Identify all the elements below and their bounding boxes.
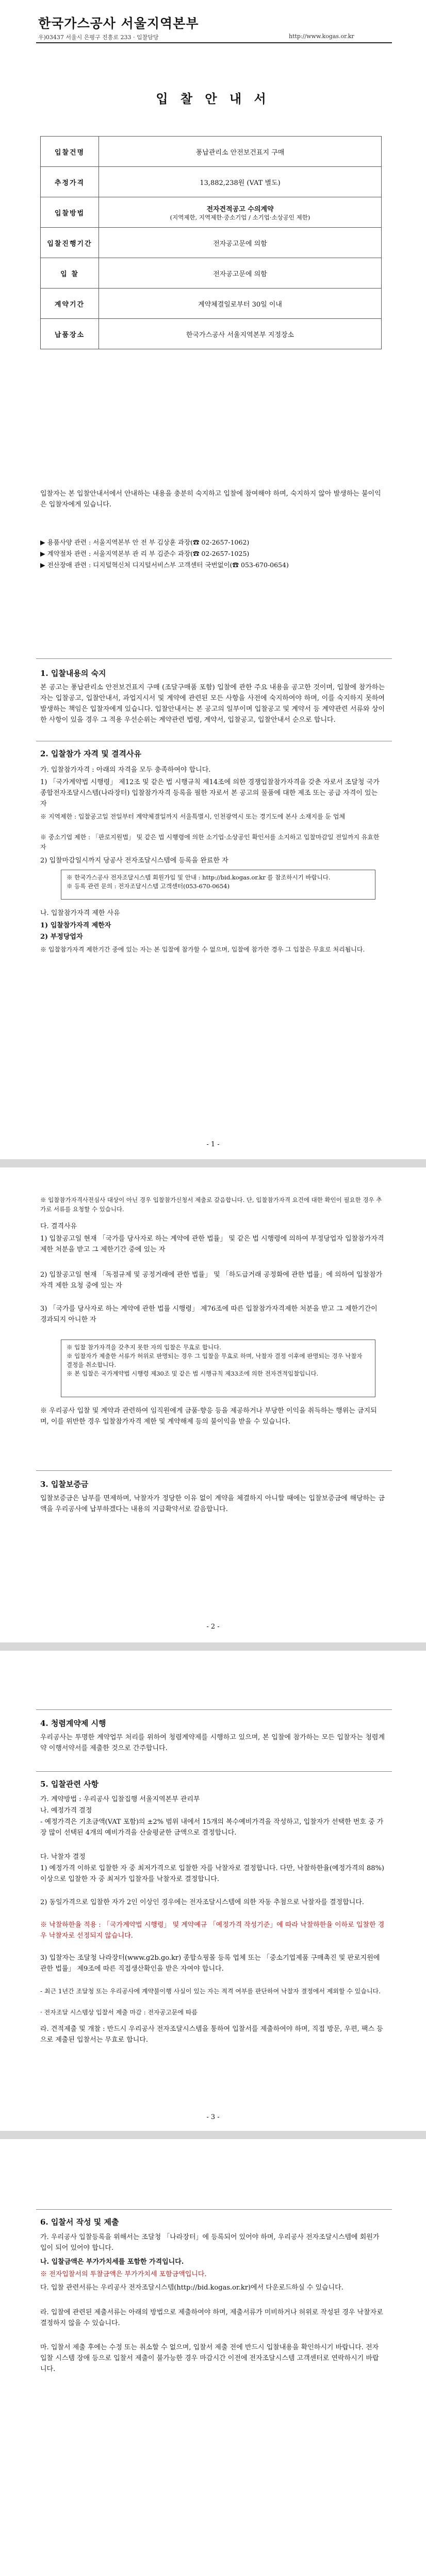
section-4-body: 우리공사는 투명한 계약업무 처리를 위하여 청렴계약제를 시행하고 있으며, 본 입찰에 참가하는 모든 입찰자는 청렴계약 이행서약서를 제출한 것으로 간주합니다. xyxy=(40,1734,385,1752)
section-4-title: 4. 청렴계약제 시행 xyxy=(40,1719,106,1728)
precheck-note: ※ 입찰참가자격사전심사 대상이 아닌 경우 입찰참가신청서 제출로 갈음합니다. 단, 입찰참가자격 요건에 대한 확인이 필요한 경우 추가로 서류를 요청할 수 있습니다. xyxy=(40,1196,382,1213)
restriction-note: ※ 입찰참가자격 제한기간 중에 있는 자는 본 입찰에 참가할 수 없으며, 입찰에 참가한 경우 그 입찰은 무효로 처리됩니다. xyxy=(40,946,365,953)
contact-item: ▶ 전산장애 관련 : 디지털혁신처 디지털서비스부 고객센터 국번없이(☎ 053-670-0654) xyxy=(40,561,289,569)
page-separator xyxy=(0,1642,426,1651)
contact-item: ▶ 계약절차 관련 : 서울지역본부 관 리 부 김준수 과장(☎ 02-2657-1025) xyxy=(40,550,250,557)
award-heading: 다. 낙찰자 결정 xyxy=(40,1853,86,1861)
bid-registration: 가. 우리공사 입찰등록을 위해서는 조달청 「나라장터」에 등록되어 있어야 하며, 우리공사 전자조달시스템에 회원가입이 되어 있어야 합니다. xyxy=(40,2233,380,2252)
table-row xyxy=(41,289,382,319)
page-number: - 2 - xyxy=(206,1623,220,1631)
restriction-2: 2) 부정당업자 xyxy=(40,933,83,941)
row-value: 전자공고문에 의함 xyxy=(99,228,382,258)
row-label: 입 찰 xyxy=(41,258,99,289)
page-separator xyxy=(0,1159,426,1167)
row-value: 풍납관리소 안전보건표지 구매 xyxy=(99,137,382,167)
lower-limit-note: ※ 낙찰하한율 적용 : 「국가계약법 시행령」 및 계약예규 「예정가격 작성기준」에 따라 낙찰하한율 이하로 입찰한 경우 낙찰자로 선정되지 않습니다. xyxy=(40,1921,385,1940)
section-1-body: 본 공고는 풍납관리소 안전보건표지 구매 (조달구매품 포함) 입찰에 관한 주요 내용을 공고한 것이며, 입찰에 참가하는 자는 입찰공고, 입찰안내서, 과업지시서 및 계약에 관련된 모든 사항을 사전에 숙지하여야 하며, 이를 숙지하지 못하여 발생하는 책임은 입찰자에게 있습니다. 입찰안내서는 본 공고의 일부이며 입찰공고 및 계약서 등 계약관련 서류와 상이한 사항이 있을 경우 그 적용 우선순위는 계약관련 법령, 계약서, 입찰공고, 입찰안내서 순으로 합니다. xyxy=(40,684,385,724)
row-value: 13,882,238원 (VAT 별도) xyxy=(99,167,382,197)
disqualification-2: 2) 입찰공고일 현재 「독점규제 및 공정거래에 관한 법률」 및 「하도급거래 공정화에 관한 법률」에 의하여 입찰참가자격 제한 요청 중에 있는 자 xyxy=(40,1271,383,1290)
header-divider xyxy=(36,42,392,43)
section-divider xyxy=(36,658,392,659)
contact-item: ▶ 용품사양 관련 : 서울지역본부 안 전 부 김상훈 과장(☎ 02-2657-1062) xyxy=(40,538,250,546)
table-row xyxy=(41,319,382,349)
award-3: 3) 입찰자는 조달청 나라장터(www.g2b.go.kr) 종합쇼핑몰 등록 업체 또는 「중소기업제품 구매촉진 및 판로지원에 관한 법률」 제9조에 따른 직접생산확인을 받은 자여야 합니다. xyxy=(40,1954,380,1973)
contract-method: 가. 계약방법 : 우리공사 입찰집행 서울지역본부 관리부 xyxy=(40,1795,200,1803)
disqualification-3: 3) 「국가를 당사자로 하는 계약에 관한 법률 시행령」 제76조에 따른 입찰참가자격제한 처분을 받고 그 제한기간이 경과되지 아니한 자 xyxy=(40,1305,378,1324)
row-value xyxy=(99,197,382,228)
page-number: - 1 - xyxy=(206,1141,220,1148)
row-value: 계약체결일로부터 30일 이내 xyxy=(99,289,382,319)
row-label: 입찰진행기간 xyxy=(41,228,99,258)
qualification-1-note: ※ 지역제한 : 입찰공고일 전일부터 계약체결일까지 서울특별시, 인천광역시 또는 경기도에 본사 소재지를 둔 업체 xyxy=(40,813,346,820)
qualification-heading: 가. 입찰참가자격 : 아래의 자격을 모두 충족하여야 합니다. xyxy=(40,766,211,774)
row-value: 한국가스공사 서울지역본부 지정장소 xyxy=(99,319,382,349)
award-2: 2) 동일가격으로 입찰한 자가 2인 이상인 경우에는 전자조달시스템에 의한 자동 추첨으로 낙찰자를 결정합니다. xyxy=(40,1899,364,1906)
section-3-title: 3. 입찰보증금 xyxy=(40,1480,89,1489)
section-divider xyxy=(36,1470,392,1471)
qualification-1-note2: ※ 중소기업 제한 : 「판로지원법」 및 같은 법 시행령에 의한 소기업·소상공인 확인서를 소지하고 입찰마감일 전일까지 유효한 자 xyxy=(40,834,380,851)
row-value: 전자공고문에 의함 xyxy=(99,258,382,289)
notice-box: ※ 입찰 참가자격을 갖추지 못한 자의 입찰은 무효로 합니다. ※ 입찰자가 제출한 서류가 허위로 판명되는 경우 그 입찰을 무효로 하며, 낙찰자 결정 이후에 판명되는 경우 낙찰자 결정을 취소합니다. ※ 본 입찰은 국가계약법 시행령 제30조 및 같은 법 시행규칙 제33조에 의한 전자견적입찰입니다. xyxy=(61,1340,375,1397)
restriction-1: 1) 입찰참가자격 제한자 xyxy=(40,922,111,929)
disqualification-heading: 다. 결격사유 xyxy=(40,1223,77,1230)
header-address: 우)03437 서울시 은평구 진흥로 233 · 입찰담당 xyxy=(38,34,159,41)
qualification-1: 1) 「국가계약법 시행령」 제12조 및 같은 법 시행규칙 제14조에 의한 경쟁입찰참가자격을 갖춘 자로서 조달청 국가종합전자조달시스템(나라장터) 입찰참가자격 등록을 필한 자로서 본 공고의 물품에 대한 제조 또는 공급 자격이 있는 자 xyxy=(40,778,380,808)
integrity-note: ※ 우리공사 입찰 및 계약과 관련하여 임직원에게 금품·향응 등을 제공하거나 부당한 이익을 취득하는 행위는 금지되며, 이를 위반한 경우 입찰참가자격 제한 및 계약해제 등의 불이익을 받을 수 있습니다. xyxy=(40,1407,377,1426)
table-row xyxy=(41,167,382,197)
award-3-deadline: · 전자조달 시스템상 입찰서 제출 마감 : 전자공고문에 따름 xyxy=(40,2009,198,2016)
contact-list xyxy=(40,537,391,571)
section-6-title: 6. 입찰서 작성 및 제출 xyxy=(40,2217,119,2227)
section-3-body: 입찰보증금은 납부를 면제하며, 낙찰자가 정당한 이유 없이 계약을 체결하지 아니할 때에는 입찰보증금에 해당하는 금액을 우리공사에 납부하겠다는 내용의 지급확약서로 갈음합니다. xyxy=(40,1495,385,1513)
section-divider xyxy=(36,2209,392,2210)
award-3-note: - 최근 1년간 조달청 또는 우리공사에 계약불이행 사실이 있는 자는 적격 여부를 판단하여 낙찰자 결정에서 제외할 수 있습니다. xyxy=(40,1988,381,1995)
disqualification-1: 1) 입찰공고일 현재 「국가를 당사자로 하는 계약에 관한 법률」 및 같은 법 시행령에 의하여 부정당업자 입찰참가자격 제한 처분을 받고 그 제한기간 중에 있는 자 xyxy=(40,1235,384,1253)
row-label: 추정가격 xyxy=(41,167,99,197)
award-1: 1) 예정가격 이하로 입찰한 자 중 최저가격으로 입찰한 자를 낙찰자로 결정합니다. 다만, 낙찰하한율(예정가격의 88%) 이상으로 입찰한 자 중 최저가 입찰자를 낙찰자로 결정합니다. xyxy=(40,1865,384,1883)
bid-submission: 라. 입찰에 관련된 제출서류는 아래의 방법으로 제출하여야 하며, 제출서류가 미비하거나 허위로 작성된 경우 낙찰자로 결정하지 않을 수 있습니다. xyxy=(40,2309,383,2327)
bid-final: 마. 입찰서 제출 후에는 수정 또는 취소할 수 없으며, 입찰서 제출 전에 반드시 입찰내용을 확인하시기 바랍니다. 전자입찰 시스템 장애 등으로 입찰서 제출이 불가능한 경우 마감시간 이전에 전자조달시스템 고객센터로 연락하시기 바랍니다. xyxy=(40,2344,379,2373)
row-label: 입찰건명 xyxy=(41,137,99,167)
section-divider xyxy=(36,1771,392,1772)
header-org: 한국가스공사 서울지역본부 xyxy=(38,16,199,31)
row-label: 입찰방법 xyxy=(41,197,99,228)
bid-documents: 다. 입찰 관련서류는 우리공사 전자조달시스템(http://bid.kogas.or.kr)에서 다운로드하실 수 있습니다. xyxy=(40,2284,343,2292)
qualification-2: 2) 입찰마감일시까지 당공사 전자조달시스템에 등록을 완료한 자 xyxy=(40,857,228,865)
section-5-title: 5. 입찰관련 사항 xyxy=(40,1780,99,1789)
row-label: 계약기간 xyxy=(41,289,99,319)
page-title: 입 찰 안 내 서 xyxy=(156,91,270,106)
table-row xyxy=(41,258,382,289)
price-detail: - 예정가격은 기초금액(VAT 포함)의 ±2% 범위 내에서 15개의 복수예비가격을 작성하고, 입찰자가 선택한 번호 중 가장 많이 선택된 4개의 예비가격을 산술평균한 금액으로 결정합니다. xyxy=(40,1818,384,1837)
table-row xyxy=(41,228,382,258)
bid-amount: 나. 입찰금액은 부가가치세를 포함한 가격입니다. xyxy=(40,2258,184,2266)
info-table xyxy=(40,136,382,349)
section-2-title: 2. 입찰참가 자격 및 결격사유 xyxy=(40,749,141,758)
restriction-heading: 나. 입찰참가자격 제한 사유 xyxy=(40,909,120,917)
intro-text: 입찰자는 본 입찰안내서에서 안내하는 내용을 충분히 숙지하고 입찰에 참여해야 하며, 숙지하지 않아 발생하는 불이익은 입찰자에게 있습니다. xyxy=(40,490,381,509)
table-row xyxy=(41,197,382,228)
submission-note: 라. 견적제출 및 개찰 : 반드시 우리공사 전자조달시스템을 통하여 입찰서를 제출하여야 하며, 직접 방문, 우편, 팩스 등으로 제출된 입찰서는 무효로 합니다. xyxy=(40,2025,383,2044)
page-number: - 3 - xyxy=(206,2113,220,2121)
price-heading: 나. 예정가격 결정 xyxy=(40,1807,92,1815)
section-1-title: 1. 입찰내용의 숙지 xyxy=(40,669,106,678)
row-value-sub: (지역제한, 지역제한·중소기업 / 소기업·소상공인 제한) xyxy=(170,213,310,221)
vat-note: ※ 전자입찰서의 투찰금액은 부가가치세 포함금액입니다. xyxy=(40,2270,207,2278)
header-website[interactable]: http://www.kogas.or.kr xyxy=(289,33,354,40)
section-divider xyxy=(36,1709,392,1710)
registration-box: ※ 한국가스공사 전자조달시스템 회원가입 및 안내 : http://bid.kogas.or.kr 를 참조하시기 바랍니다. ※ 등록 관련 문의 : 전자조달시스템 고객센터(053-670-0654) xyxy=(61,870,375,900)
row-label: 납품장소 xyxy=(41,319,99,349)
page-separator xyxy=(0,2131,426,2139)
row-value-main: 전자견적공고 수의계약 xyxy=(206,205,274,213)
table-row xyxy=(41,137,382,167)
